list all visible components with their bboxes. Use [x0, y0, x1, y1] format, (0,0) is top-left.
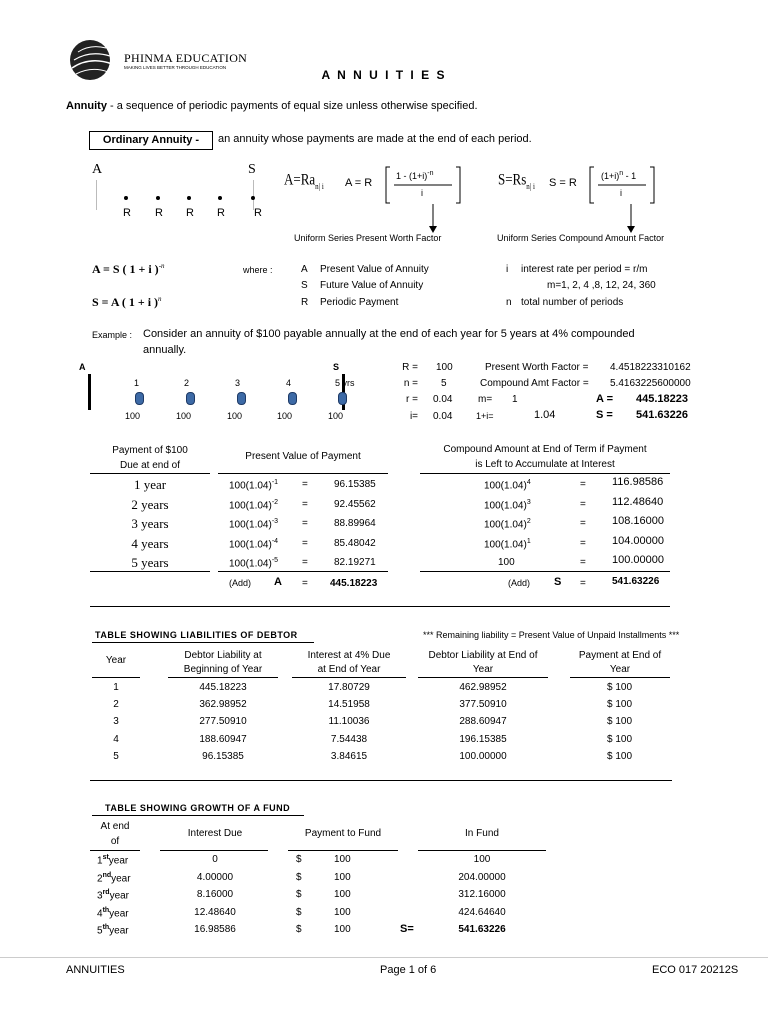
header-rule [218, 473, 388, 474]
pv-header-due: Due at end of [119, 460, 181, 471]
fund-row-ordinal-suffix: nd [102, 871, 112, 879]
S-label: S = [596, 409, 613, 421]
equals: = [580, 578, 586, 589]
pw-symbol: $A=Ra_{n| i}$ [284, 170, 324, 192]
example-a-label: A [79, 362, 86, 372]
equals: = [580, 518, 586, 529]
debtor-header-cell: Year [105, 655, 127, 666]
pv-row-year: 1 year [133, 477, 167, 492]
pv-row-formula [229, 518, 278, 530]
debtor-header-cell: Interest at 4% Due [307, 650, 391, 661]
var-desc: interest rate per period = r/m [521, 264, 648, 275]
debtor-cell: $ 100 [607, 716, 633, 728]
ca-numerator: $(1+i)^n - 1$ [601, 170, 637, 181]
pv-formula-base: 100(1.04) [229, 499, 272, 511]
title-underline [92, 815, 304, 816]
fund-row-ordinal-suffix: th [102, 924, 110, 931]
debtor-cell: 277.50910 [199, 716, 247, 728]
fund-row-ordinal-suffix: th [102, 906, 110, 914]
ca-row-value: 116.98586 [612, 476, 664, 488]
header-rule [160, 850, 268, 851]
pv-header-compound2: is Left to Accumulate at Interest [475, 459, 615, 470]
fund-row-year: year [108, 855, 129, 867]
pv-row-value: 88.89964 [334, 518, 376, 529]
var-desc: Periodic Payment [320, 297, 399, 308]
pv-formula-base: 100(1.04) [229, 519, 272, 531]
param-value: 100 [436, 362, 453, 373]
pv-row-value: 85.48042 [334, 537, 376, 549]
timeline-end-line [253, 180, 254, 210]
header-rule [90, 473, 210, 474]
fund-row-ordinal-suffix: st [102, 854, 109, 861]
header-rule [292, 677, 406, 678]
debtor-cell: 7.54438 [330, 733, 368, 745]
pv-row-formula [229, 557, 278, 569]
ordinary-annuity-label: Ordinary Annuity - [89, 131, 213, 150]
ca-formula-base: 100(1.04) [484, 538, 527, 550]
ca-formula-exponent: 3 [526, 498, 531, 506]
debtor-cell: 362.98952 [199, 699, 247, 711]
debtor-cell: $ 100 [607, 682, 633, 693]
ca-row-value: 108.16000 [612, 515, 664, 527]
timeline-dot [251, 196, 255, 200]
fund-row-period [97, 924, 129, 936]
debtor-cell: 3.84615 [330, 750, 368, 762]
fund-row-period [97, 907, 129, 919]
ca-formula-exponent: 4 [526, 479, 531, 486]
ca-formula-exponent: 2 [526, 518, 531, 525]
annuity-definition [66, 100, 478, 112]
debtor-cell: 377.50910 [459, 699, 507, 711]
equals: = [580, 479, 586, 490]
ca-arrow-icon [625, 204, 637, 234]
fund-row-total: 312.16000 [458, 889, 506, 900]
timeline-r: R [155, 207, 163, 219]
fund-row-total: 541.63226 [458, 924, 506, 935]
timeline-s-label: S [248, 162, 256, 177]
pw-factor-label: Uniform Series Present Worth Factor [294, 233, 442, 243]
pv-row-value: 82.19271 [334, 557, 376, 568]
debtor-cell: 1 [113, 682, 119, 693]
definition-text: - a sequence of periodic payments of equal size unless otherwise specified. [106, 100, 478, 112]
timeline-dot [187, 196, 191, 200]
payment-amount: 100 [328, 411, 344, 421]
timeline-start-line [96, 180, 97, 210]
total-s-value: 541.63226 [612, 576, 660, 587]
title-underline [92, 642, 314, 643]
a-equation: A = S ( 1 + i )$^{-n}$ [92, 262, 165, 276]
fund-header-of: of [110, 836, 120, 847]
fund-row-total: 204.00000 [458, 871, 506, 883]
var-desc: total number of periods [521, 297, 624, 308]
debtor-header-cell: Debtor Liability at [184, 650, 262, 661]
equals: = [302, 557, 308, 568]
debtor-header-cell: Payment at End of [578, 650, 662, 661]
section-divider [90, 606, 670, 607]
pv-header-compound: Compound Amount at End of Term if Payment [443, 444, 647, 455]
param-label: n = [403, 378, 418, 389]
fund-header-payment: Payment to Fund [304, 828, 382, 839]
ca-formula-exponent: 1 [526, 537, 531, 545]
ca-row-formula [484, 479, 531, 491]
footer-page-number: Page 1 of 6 [380, 964, 437, 976]
pv-row-formula [229, 538, 278, 550]
debtor-cell: 11.10036 [328, 716, 370, 728]
pv-row-value: 92.45562 [334, 498, 376, 510]
fund-row-payment: 100 [334, 889, 351, 900]
header-rule [168, 677, 278, 678]
pv-row-year: 3 years [131, 516, 169, 531]
year-label: 5 yrs [335, 378, 355, 388]
debtor-header-cell: Year [609, 664, 631, 675]
payment-amount: 100 [277, 411, 293, 421]
timeline-dot [124, 196, 128, 200]
ca-row-formula [484, 538, 531, 550]
fund-row-currency: $ [296, 871, 302, 883]
fund-row-interest: 0 [212, 854, 218, 865]
ca-row-value: 104.00000 [612, 534, 664, 547]
pwf-label: Present Worth Factor = [485, 362, 589, 373]
debtor-cell: $ 100 [607, 750, 633, 762]
pv-header-present-value: Present Value of Payment [245, 451, 361, 462]
payment-marker-icon [135, 392, 144, 405]
footer-right: ECO 017 20212S [652, 964, 739, 976]
fund-row-year: year [111, 872, 131, 884]
ca-formula-base: 100(1.04) [484, 499, 527, 511]
pv-row-year: 5 years [131, 555, 169, 570]
total-a-label: A [274, 576, 282, 588]
A-label: A = [596, 393, 614, 405]
footer-divider [0, 957, 768, 958]
fund-row-year: year [109, 890, 130, 902]
pv-row-formula [229, 479, 278, 491]
fund-row-year: year [109, 925, 129, 937]
param-label: m= [478, 394, 493, 405]
fund-row-ordinal: 1 [97, 855, 103, 867]
footer-left: ANNUITIES [66, 964, 125, 976]
debtor-cell: $ 100 [607, 733, 633, 745]
param-value: 5 [441, 378, 447, 389]
debtor-cell: 14.51958 [328, 699, 370, 711]
debtor-cell: 17.80729 [328, 682, 370, 693]
param-label: i= [409, 411, 418, 422]
header-rule [420, 473, 670, 474]
param-label: R = [402, 362, 418, 373]
equals: = [302, 518, 308, 529]
fund-s-label: S= [400, 923, 414, 935]
definition-term: Annuity [66, 100, 107, 112]
pv-row-formula [229, 499, 278, 511]
brand-name: PHINMA EDUCATION [124, 51, 248, 65]
header-rule [92, 677, 140, 678]
pv-formula-exponent: -5 [271, 557, 279, 564]
timeline-a-label: A [92, 162, 103, 177]
fund-row-payment: 100 [334, 924, 351, 935]
ca-factor-label: Uniform Series Compound Amount Factor [497, 233, 665, 243]
s-equation: S = A ( 1 + i )$^n$ [92, 295, 162, 309]
total-s-label: S [554, 576, 562, 588]
fund-row-currency: $ [296, 906, 302, 918]
example-text-line2: annually. [143, 344, 187, 356]
equals: = [580, 498, 586, 510]
timeline-r: R [217, 207, 225, 219]
ca-denominator: i [620, 188, 622, 198]
fund-row-ordinal-suffix: rd [102, 889, 110, 896]
add-label: (Add) [229, 578, 252, 588]
pw-denominator: i [421, 188, 423, 198]
param-value: 0.04 [433, 394, 453, 405]
pw-equation: A = R [345, 177, 373, 189]
pv-formula-base: 100(1.04) [229, 538, 272, 550]
ca-equation: S = R [549, 177, 577, 189]
pv-formula-exponent: -2 [271, 498, 279, 506]
pv-row-value: 96.15385 [334, 479, 376, 490]
fund-row-interest: 16.98586 [194, 924, 236, 935]
example-text-line1: Consider an annuity of $100 payable annually at the end of each year for 5 years at 4% compounded [143, 328, 635, 340]
header-rule [418, 850, 546, 851]
section-divider [90, 780, 672, 781]
equals: = [302, 578, 308, 589]
year-label: 2 [184, 378, 190, 388]
param-value: 0.04 [433, 411, 453, 422]
pv-formula-exponent: -1 [271, 479, 279, 486]
pv-formula-base: 100(1.04) [229, 480, 272, 492]
payment-marker-icon [237, 392, 246, 405]
timeline-dot [218, 196, 222, 200]
fund-row-interest: 12.48640 [194, 906, 236, 918]
ca-formula-base: 100(1.04) [484, 519, 527, 531]
fund-row-payment: 100 [334, 906, 351, 918]
param-value: 1 [512, 394, 518, 405]
debtor-cell: 445.18223 [199, 682, 247, 693]
timeline-r: R [186, 207, 194, 219]
debtor-cell: 288.60947 [459, 716, 507, 728]
fund-row-period [97, 889, 129, 901]
var-symbol: S [301, 280, 308, 291]
add-label: (Add) [508, 578, 531, 588]
pv-formula-exponent: -3 [271, 518, 279, 525]
fund-row-year: year [109, 907, 129, 919]
payment-amount: 100 [227, 411, 243, 421]
var-symbol: i [506, 264, 509, 275]
param-value: 1.04 [534, 409, 556, 421]
footer-rule [420, 571, 670, 572]
debtor-cell: 4 [113, 733, 119, 745]
fund-row-interest: 4.00000 [196, 871, 234, 883]
footer-rule [218, 571, 388, 572]
payment-marker-icon [186, 392, 195, 405]
debtor-header-cell: at End of Year [317, 664, 381, 675]
debtor-cell: 96.15385 [202, 750, 244, 762]
timeline-r: R [123, 207, 131, 219]
fund-row-currency: $ [296, 924, 302, 935]
equals: = [580, 537, 586, 549]
payment-amount: 100 [125, 411, 141, 421]
example-label: Example : [92, 330, 133, 340]
ca-row-formula [484, 499, 531, 511]
debtor-cell: 462.98952 [459, 682, 507, 693]
var-symbol: R [301, 297, 309, 308]
S-value: 541.63226 [636, 409, 688, 421]
ca-formula-base: 100 [498, 557, 515, 568]
pv-row-year: 4 years [131, 535, 169, 551]
fund-row-total: 100 [473, 854, 491, 865]
pv-formula-base: 100(1.04) [229, 558, 272, 570]
fund-row-period [97, 854, 128, 866]
m-values: m=1, 2, 4 ,8, 12, 24, 360 [547, 280, 656, 291]
example-s-label: S [333, 362, 340, 372]
debtor-header-cell: Year [472, 664, 494, 675]
fund-row-payment: 100 [334, 871, 351, 883]
fund-header-interest: Interest Due [187, 828, 243, 839]
caf-value: 5.4163225600000 [610, 378, 691, 389]
year-label: 1 [134, 378, 140, 388]
debtor-header-cell: Debtor Liability at End of [428, 650, 538, 661]
timeline-dot [156, 196, 160, 200]
fund-row-ordinal: 3 [97, 890, 103, 902]
fund-row-period [97, 872, 131, 884]
debtor-cell: 100.00000 [459, 750, 507, 762]
debtor-cell: $ 100 [607, 699, 633, 711]
caf-label: Compound Amt Factor = [480, 378, 589, 389]
fund-header-in-fund: In Fund [465, 828, 499, 839]
payment-marker-icon [288, 392, 297, 405]
pv-row-year: 2 years [131, 496, 169, 512]
pv-formula-exponent: -4 [271, 537, 279, 545]
var-desc: Present Value of Annuity [320, 264, 429, 275]
ca-row-formula [498, 557, 515, 568]
equals: = [580, 557, 586, 568]
pwf-value: 4.4518223310162 [610, 362, 691, 373]
equals: = [302, 479, 308, 490]
header-rule [288, 850, 398, 851]
timeline-r: R [254, 207, 262, 219]
header-rule [418, 677, 548, 678]
fund-row-ordinal: 5 [97, 925, 103, 937]
example-start-bar [88, 374, 91, 410]
debtor-table-title: TABLE SHOWING LIABILITIES OF DEBTOR [95, 630, 298, 640]
pv-header-payment: Payment of $100 [112, 445, 188, 456]
equals: = [302, 537, 308, 549]
debtor-cell: 3 [113, 716, 119, 728]
fund-row-currency: $ [296, 854, 302, 865]
fund-row-currency: $ [296, 889, 302, 900]
var-symbol: A [301, 264, 308, 275]
year-label: 3 [235, 378, 241, 388]
ca-row-formula [484, 518, 531, 530]
equals: = [302, 498, 308, 510]
payment-amount: 100 [176, 411, 192, 421]
brand-tagline: MAKING LIVES BETTER THROUGH EDUCATION [124, 65, 227, 70]
total-a-value: 445.18223 [330, 578, 378, 589]
ca-symbol: $S=Rs_{n| i}$ [498, 170, 535, 192]
var-symbol: n [506, 297, 512, 308]
year-label: 4 [286, 378, 292, 388]
header-rule [570, 677, 670, 678]
fund-row-ordinal: 4 [97, 907, 103, 919]
debtor-cell: 188.60947 [199, 733, 247, 745]
param-label: 1+i= [476, 411, 494, 421]
fund-row-ordinal: 2 [97, 872, 103, 884]
var-desc: Future Value of Annuity [320, 280, 424, 291]
where-label: where : [243, 265, 273, 275]
ca-row-value: 100.00000 [612, 554, 664, 566]
ca-row-value: 112.48640 [612, 495, 664, 508]
debtor-cell: 2 [113, 699, 119, 711]
page-title: A N N U I T I E S [321, 68, 447, 82]
fund-row-payment: 100 [334, 854, 351, 865]
payment-marker-icon [338, 392, 347, 405]
footer-rule [90, 571, 210, 572]
ordinary-annuity-text: an annuity whose payments are made at the end of each period. [218, 133, 532, 145]
A-value: 445.18223 [636, 393, 688, 405]
debtor-header-cell: Beginning of Year [183, 664, 263, 675]
ca-formula-base: 100(1.04) [484, 480, 527, 492]
pw-arrow-icon [427, 204, 439, 234]
fund-row-total: 424.64640 [458, 906, 506, 918]
param-label: r = [406, 394, 418, 405]
debtor-note: *** Remaining liability = Present Value of Unpaid Installments *** [423, 630, 680, 640]
fund-table-title: TABLE SHOWING GROWTH OF A FUND [105, 803, 291, 813]
fund-row-interest: 8.16000 [196, 889, 234, 900]
pw-numerator: $1 - (1+i)^{-n}$ [396, 170, 434, 181]
debtor-cell: 5 [113, 750, 119, 762]
debtor-cell: 196.15385 [459, 733, 507, 745]
header-rule [90, 850, 140, 851]
fund-header-end: At end [100, 821, 130, 832]
